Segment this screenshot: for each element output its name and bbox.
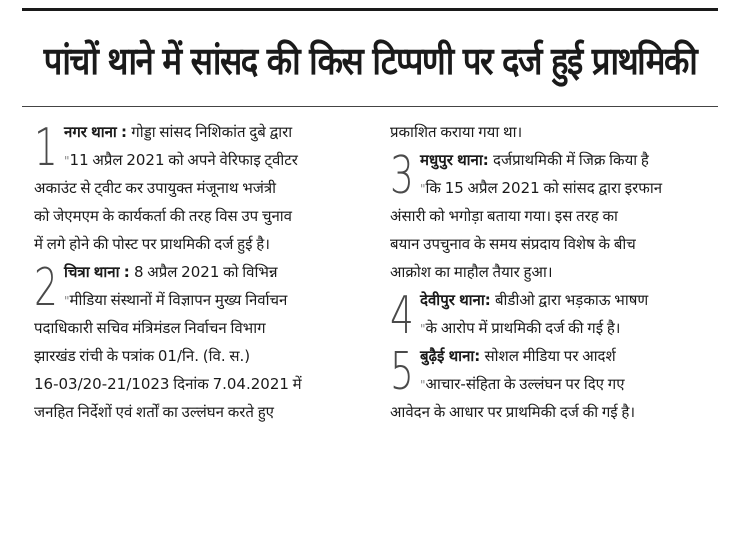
- item-text-line: बयान उपचुनाव के समय संप्रदाय विशेष के बीच: [390, 235, 636, 253]
- item-first-line: [390, 342, 710, 370]
- station-name: देवीपुर थाना: [420, 291, 485, 309]
- item-text-line: [390, 370, 710, 398]
- quote-mark: ": [420, 322, 426, 336]
- item-3: [390, 146, 710, 286]
- item-text-line: पदाधिकारी सचिव मंत्रिमंडल निर्वाचन विभाग: [34, 319, 266, 337]
- item-text-line: [390, 314, 710, 342]
- station-name: चित्रा थाना: [64, 263, 120, 281]
- headline: पांचों थाने में सांसद की किस टिप्पणी पर दर्ज हुई प्राथमिकी: [43, 37, 697, 83]
- item-first-line: [34, 258, 356, 286]
- separator: :: [484, 291, 495, 309]
- item-text-line: [34, 286, 356, 314]
- item-first-line: [390, 286, 710, 314]
- right-column: [390, 118, 710, 426]
- item-text-line: आक्रोश का माहौल तैयार हुआ।: [390, 263, 553, 281]
- item-text-line: 16-03/20-21/1023 दिनांक 7.04.2021 में: [34, 375, 302, 393]
- item-text-line: अंसारी को भगोड़ा बताया गया। इस तरह का: [390, 207, 618, 225]
- item-text-line: दर्जप्राथमिकी में जिक्र किया है: [493, 151, 649, 169]
- item-number: 2: [34, 258, 58, 318]
- item-text-line: में लगे होने की पोस्ट पर प्राथमिकी दर्ज हुई है।: [34, 235, 270, 253]
- item-first-line: [390, 146, 710, 174]
- quote-mark: ": [64, 294, 70, 308]
- station-name: नगर थाना: [64, 123, 117, 141]
- item-1: [34, 118, 356, 258]
- item-text-line: गोड्डा सांसद निशिकांत दुबे द्वारा: [131, 123, 293, 141]
- item-number: 1: [34, 118, 58, 178]
- top-rule: [22, 8, 718, 11]
- item-4: [390, 286, 710, 346]
- quote-mark: ": [420, 378, 426, 392]
- item-5: [390, 342, 710, 426]
- item-first-line: [34, 118, 356, 146]
- separator: :: [119, 263, 134, 281]
- quote-mark: ": [64, 154, 70, 168]
- item-text-line: [34, 146, 356, 174]
- item-text: 11 अप्रैल 2021 को अपने वेरिफाइ ट्वीटर: [69, 151, 298, 169]
- item-text-line: जनहित निर्देशों एवं शर्तों का उल्लंघन करते हुए: [34, 403, 274, 421]
- item-number: 3: [390, 146, 414, 206]
- quote-mark: ": [420, 182, 426, 196]
- station-name: मधुपुर थाना: [420, 151, 483, 169]
- item-text: मीडिया संस्थानों में विज्ञापन मुख्य निर्वाचन: [69, 291, 288, 309]
- item-text-line: को जेएमएम के कार्यकर्ता की तरह विस उप चुनाव: [34, 207, 293, 225]
- item-text: कि 15 अप्रैल 2021 को सांसद द्वारा इरफान: [425, 179, 663, 197]
- separator: :: [474, 347, 485, 365]
- item-text-line: अकाउंट से ट्वीट कर उपायुक्त मंजूनाथ भजंत्री: [34, 179, 277, 197]
- item-text-line: आवेदन के आधार पर प्राथमिकी दर्ज की गई है।: [390, 403, 636, 421]
- item-text-line: सोशल मीडिया पर आदर्श: [484, 347, 616, 365]
- continuation-line: प्रकाशित कराया गया था।: [390, 123, 523, 141]
- station-name: बुढ़ैई थाना: [420, 347, 475, 365]
- item-number: 5: [390, 342, 414, 402]
- headline-rule: [22, 106, 718, 107]
- item-number: 4: [390, 286, 414, 346]
- item-text: आचार-संहिता के उल्लंघन पर दिए गए: [425, 375, 625, 393]
- item-text-line: बीडीओ द्वारा भड़काऊ भाषण: [494, 291, 649, 309]
- left-column: [34, 118, 356, 426]
- separator: :: [116, 123, 132, 141]
- item-2: [34, 258, 356, 426]
- separator: :: [482, 151, 493, 169]
- item-text: के आरोप में प्राथमिकी दर्ज की गई है।: [425, 319, 621, 337]
- item-text-line: 8 अप्रैल 2021 को विभिन्न: [133, 263, 278, 281]
- item-text-line: [390, 174, 710, 202]
- item-text-line: झारखंड रांची के पत्रांक 01/नि. (वि. स.): [34, 347, 251, 365]
